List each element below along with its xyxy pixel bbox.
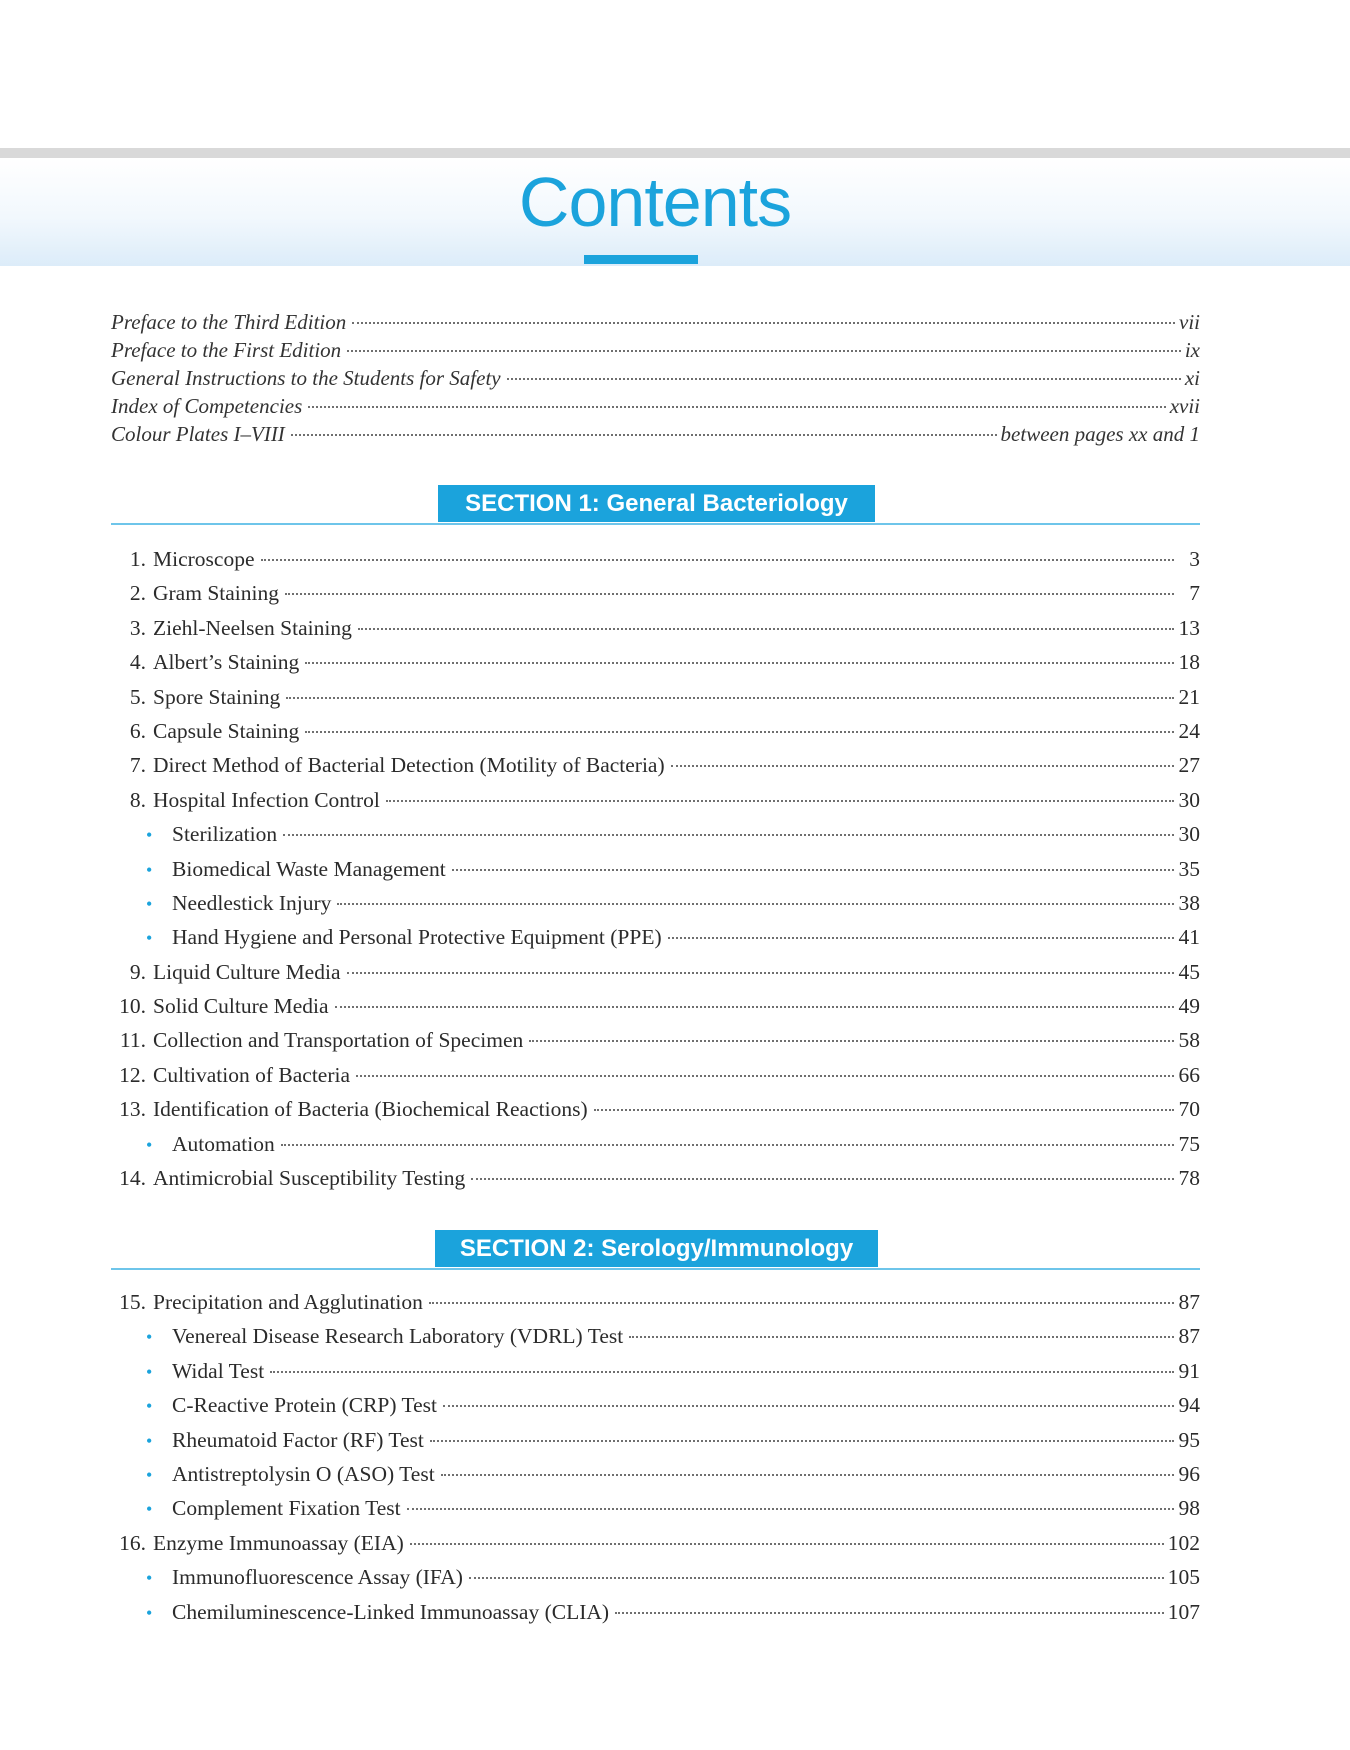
- bullet-icon: •: [146, 1396, 153, 1417]
- toc-subentry[interactable]: [111, 1428, 1200, 1462]
- dot-leader: [615, 1612, 1164, 1614]
- toc-subentry[interactable]: [111, 1393, 1200, 1427]
- toc-entry[interactable]: [111, 616, 1200, 650]
- toc-entry-label: Rheumatoid Factor (RF) Test: [172, 1427, 424, 1452]
- toc-entry[interactable]: [111, 394, 1200, 422]
- toc-entry[interactable]: [111, 994, 1200, 1028]
- toc-entry-label: Immunofluorescence Assay (IFA): [172, 1565, 463, 1590]
- toc-subentry[interactable]: [111, 1496, 1200, 1530]
- toc-entry-label: Biomedical Waste Management: [172, 856, 446, 881]
- toc-entry[interactable]: [111, 1097, 1200, 1131]
- section-2-list: [111, 1290, 1200, 1634]
- toc-entry-number: 9.: [129, 959, 146, 984]
- toc-entry-number: 14.: [119, 1166, 146, 1191]
- bullet-icon: •: [146, 1361, 153, 1382]
- toc-entry[interactable]: [111, 719, 1200, 753]
- toc-entry-label: Solid Culture Media: [153, 994, 329, 1019]
- toc-entry-page: 96: [1178, 1461, 1200, 1486]
- section-1-list: [111, 547, 1200, 1200]
- dot-leader: [286, 697, 1174, 699]
- toc-subentry[interactable]: [111, 1324, 1200, 1358]
- title-underline: [584, 255, 698, 264]
- toc-entry-page: 66: [1178, 1062, 1200, 1087]
- toc-entry-page: vii: [1179, 310, 1200, 334]
- section-title: SECTION 2: Serology/Immunology: [435, 1230, 878, 1267]
- toc-entry-page: 95: [1178, 1427, 1200, 1452]
- dot-leader: [335, 1006, 1174, 1008]
- toc-entry-page: 102: [1167, 1530, 1200, 1555]
- toc-entry-label: Antimicrobial Susceptibility Testing: [153, 1166, 466, 1191]
- toc-entry-page: 7: [1189, 581, 1200, 606]
- dot-leader: [407, 1508, 1174, 1510]
- toc-entry-page: 87: [1178, 1290, 1200, 1314]
- toc-subentry[interactable]: [111, 925, 1200, 959]
- bullet-icon: •: [146, 859, 153, 880]
- toc-entry-label: Index of Competencies: [111, 394, 303, 418]
- dot-leader: [305, 731, 1174, 733]
- toc-subentry[interactable]: [111, 857, 1200, 891]
- toc-entry-page: 18: [1178, 650, 1200, 675]
- page-title: Contents: [518, 163, 792, 241]
- toc-entry[interactable]: [111, 1531, 1200, 1565]
- toc-entry-page: 30: [1178, 822, 1200, 847]
- dot-leader: [471, 1178, 1174, 1180]
- toc-entry-label: Hand Hygiene and Personal Protective Equipment (PPE): [172, 925, 662, 950]
- dot-leader: [352, 322, 1175, 324]
- dot-leader: [291, 434, 997, 436]
- dot-leader: [507, 378, 1181, 380]
- toc-entry-label: Sterilization: [172, 822, 278, 847]
- dot-leader: [443, 1405, 1174, 1407]
- front-matter-list: [111, 310, 1200, 450]
- toc-entry-label: Widal Test: [172, 1358, 265, 1383]
- toc-entry-label: Ziehl-Neelsen Staining: [153, 615, 352, 640]
- dot-leader: [430, 1440, 1174, 1442]
- bullet-icon: •: [146, 1327, 153, 1348]
- toc-entry-number: 1.: [129, 547, 146, 571]
- toc-subentry[interactable]: [111, 1132, 1200, 1166]
- dot-leader: [347, 350, 1181, 352]
- toc-entry-label: Collection and Transportation of Specimen: [153, 1028, 524, 1053]
- toc-entry-page: 49: [1178, 994, 1200, 1019]
- dot-leader: [441, 1474, 1174, 1476]
- toc-entry-page: 3: [1189, 547, 1200, 571]
- bullet-icon: •: [146, 1499, 153, 1520]
- toc-subentry[interactable]: [111, 1359, 1200, 1393]
- toc-subentry[interactable]: [111, 891, 1200, 925]
- toc-entry-number: 3.: [129, 615, 146, 640]
- toc-entry-number: 13.: [119, 1097, 146, 1122]
- toc-entry-page: 27: [1178, 753, 1200, 778]
- toc-entry-page: 91: [1178, 1358, 1200, 1383]
- toc-entry-page: 107: [1167, 1599, 1200, 1624]
- toc-entry-number: 10.: [119, 994, 146, 1019]
- toc-entry[interactable]: [111, 1290, 1200, 1324]
- toc-entry-number: 4.: [129, 650, 146, 675]
- toc-entry-page: 75: [1178, 1131, 1200, 1156]
- dot-leader: [283, 834, 1174, 836]
- toc-entry[interactable]: [111, 1166, 1200, 1200]
- bullet-icon: •: [146, 1430, 153, 1451]
- toc-entry-label: Venereal Disease Research Laboratory (VDRL) Test: [172, 1324, 624, 1349]
- toc-entry-label: Albert’s Staining: [153, 650, 300, 675]
- bullet-icon: •: [146, 825, 153, 846]
- toc-entry-page: 98: [1178, 1496, 1200, 1521]
- toc-entry-label: Cultivation of Bacteria: [153, 1062, 351, 1087]
- dot-leader: [594, 1109, 1174, 1111]
- toc-entry-page: 35: [1178, 856, 1200, 881]
- toc-subentry[interactable]: [111, 822, 1200, 856]
- dot-leader: [305, 662, 1174, 664]
- toc-entry[interactable]: [111, 960, 1200, 994]
- toc-entry[interactable]: [111, 685, 1200, 719]
- toc-entry-number: 8.: [129, 787, 146, 812]
- toc-entry-label: Preface to the Third Edition: [111, 310, 347, 334]
- toc-entry-label: Gram Staining: [153, 581, 279, 606]
- dot-leader: [356, 1075, 1174, 1077]
- toc-entry-number: 2.: [129, 581, 146, 606]
- toc-entry-page: 24: [1178, 718, 1200, 743]
- toc-entry-page: between pages xx and 1: [1000, 422, 1200, 446]
- toc-entry-page: 70: [1178, 1097, 1200, 1122]
- toc-entry[interactable]: [111, 366, 1200, 394]
- toc-entry-page: 58: [1178, 1028, 1200, 1053]
- bullet-icon: •: [146, 1568, 153, 1589]
- toc-entry-page: 30: [1178, 787, 1200, 812]
- toc-entry-label: Needlestick Injury: [172, 890, 332, 915]
- section-rule: [111, 1268, 1200, 1270]
- toc-entry[interactable]: [111, 310, 1200, 338]
- toc-entry-page: xvii: [1169, 394, 1200, 418]
- toc-subentry[interactable]: [111, 1462, 1200, 1496]
- toc-entry[interactable]: [111, 338, 1200, 366]
- toc-entry-label: Antistreptolysin O (ASO) Test: [172, 1461, 435, 1486]
- toc-entry-label: Enzyme Immunoassay (EIA): [153, 1530, 404, 1555]
- dot-leader: [358, 628, 1174, 630]
- bullet-icon: •: [146, 1464, 153, 1485]
- toc-entry-number: 11.: [119, 1028, 146, 1053]
- dot-leader: [285, 593, 1174, 595]
- section-title: SECTION 1: General Bacteriology: [438, 485, 875, 522]
- toc-entry[interactable]: [111, 753, 1200, 787]
- dot-leader: [529, 1040, 1174, 1042]
- toc-entry-label: C-Reactive Protein (CRP) Test: [172, 1393, 438, 1418]
- toc-entry-label: Automation: [172, 1131, 275, 1156]
- toc-entry-page: 45: [1178, 959, 1200, 984]
- bullet-icon: •: [146, 1602, 153, 1623]
- dot-leader: [308, 406, 1165, 408]
- toc-entry-label: Colour Plates I–VIII: [111, 422, 285, 446]
- dot-leader: [410, 1543, 1164, 1545]
- dot-leader: [629, 1336, 1174, 1338]
- toc-entry-label: Preface to the First Edition: [111, 338, 342, 362]
- toc-entry-number: 16.: [119, 1530, 146, 1555]
- toc-entry-label: Complement Fixation Test: [172, 1496, 401, 1521]
- toc-entry-number: 7.: [129, 753, 146, 778]
- toc-entry-page: 105: [1167, 1565, 1200, 1590]
- toc-entry-label: General Instructions to the Students for Safety: [111, 366, 501, 390]
- toc-entry-page: 38: [1178, 890, 1200, 915]
- toc-entry-label: Microscope: [153, 547, 255, 571]
- toc-entry[interactable]: [111, 650, 1200, 684]
- section-rule: [111, 523, 1200, 525]
- dot-leader: [281, 1144, 1174, 1146]
- dot-leader: [469, 1577, 1164, 1579]
- top-rule: [0, 148, 1350, 158]
- toc-entry-label: Chemiluminescence-Linked Immunoassay (CLIA): [172, 1599, 610, 1624]
- toc-entry-page: ix: [1184, 338, 1200, 362]
- dot-leader: [337, 903, 1174, 905]
- toc-entry[interactable]: [111, 547, 1200, 581]
- section-2-header: [111, 1230, 1200, 1270]
- toc-entry[interactable]: [111, 581, 1200, 615]
- toc-entry-label: Spore Staining: [153, 684, 281, 709]
- toc-entry-number: 5.: [129, 684, 146, 709]
- toc-entry-page: xi: [1184, 366, 1200, 390]
- toc-entry-page: 87: [1178, 1324, 1200, 1349]
- dot-leader: [386, 800, 1174, 802]
- toc-entry-page: 21: [1178, 684, 1200, 709]
- dot-leader: [429, 1302, 1174, 1304]
- toc-entry-page: 13: [1178, 615, 1200, 640]
- toc-entry-label: Liquid Culture Media: [153, 959, 341, 984]
- toc-entry[interactable]: [111, 422, 1200, 450]
- toc-entry-page: 41: [1178, 925, 1200, 950]
- toc-entry-number: 6.: [129, 718, 146, 743]
- toc-subentry[interactable]: [111, 1600, 1200, 1634]
- toc-entry[interactable]: [111, 1063, 1200, 1097]
- toc-entry-page: 94: [1178, 1393, 1200, 1418]
- toc-subentry[interactable]: [111, 1565, 1200, 1599]
- toc-entry-label: Identification of Bacteria (Biochemical Reactions): [153, 1097, 588, 1122]
- dot-leader: [452, 869, 1174, 871]
- toc-entry[interactable]: [111, 788, 1200, 822]
- dot-leader: [668, 937, 1174, 939]
- toc-entry-number: 15.: [119, 1290, 146, 1314]
- bullet-icon: •: [146, 1134, 153, 1155]
- toc-entry-page: 78: [1178, 1166, 1200, 1191]
- toc-entry-label: Capsule Staining: [153, 718, 300, 743]
- dot-leader: [671, 765, 1174, 767]
- toc-entry-label: Precipitation and Agglutination: [153, 1290, 423, 1314]
- bullet-icon: •: [146, 928, 153, 949]
- bullet-icon: •: [146, 893, 153, 914]
- dot-leader: [347, 972, 1175, 974]
- section-1-header: [111, 485, 1200, 525]
- toc-entry-number: 12.: [119, 1062, 146, 1087]
- dot-leader: [261, 559, 1175, 561]
- dot-leader: [270, 1371, 1174, 1373]
- toc-entry-label: Direct Method of Bacterial Detection (Motility of Bacteria): [153, 753, 665, 778]
- toc-entry[interactable]: [111, 1028, 1200, 1062]
- toc-entry-label: Hospital Infection Control: [153, 787, 380, 812]
